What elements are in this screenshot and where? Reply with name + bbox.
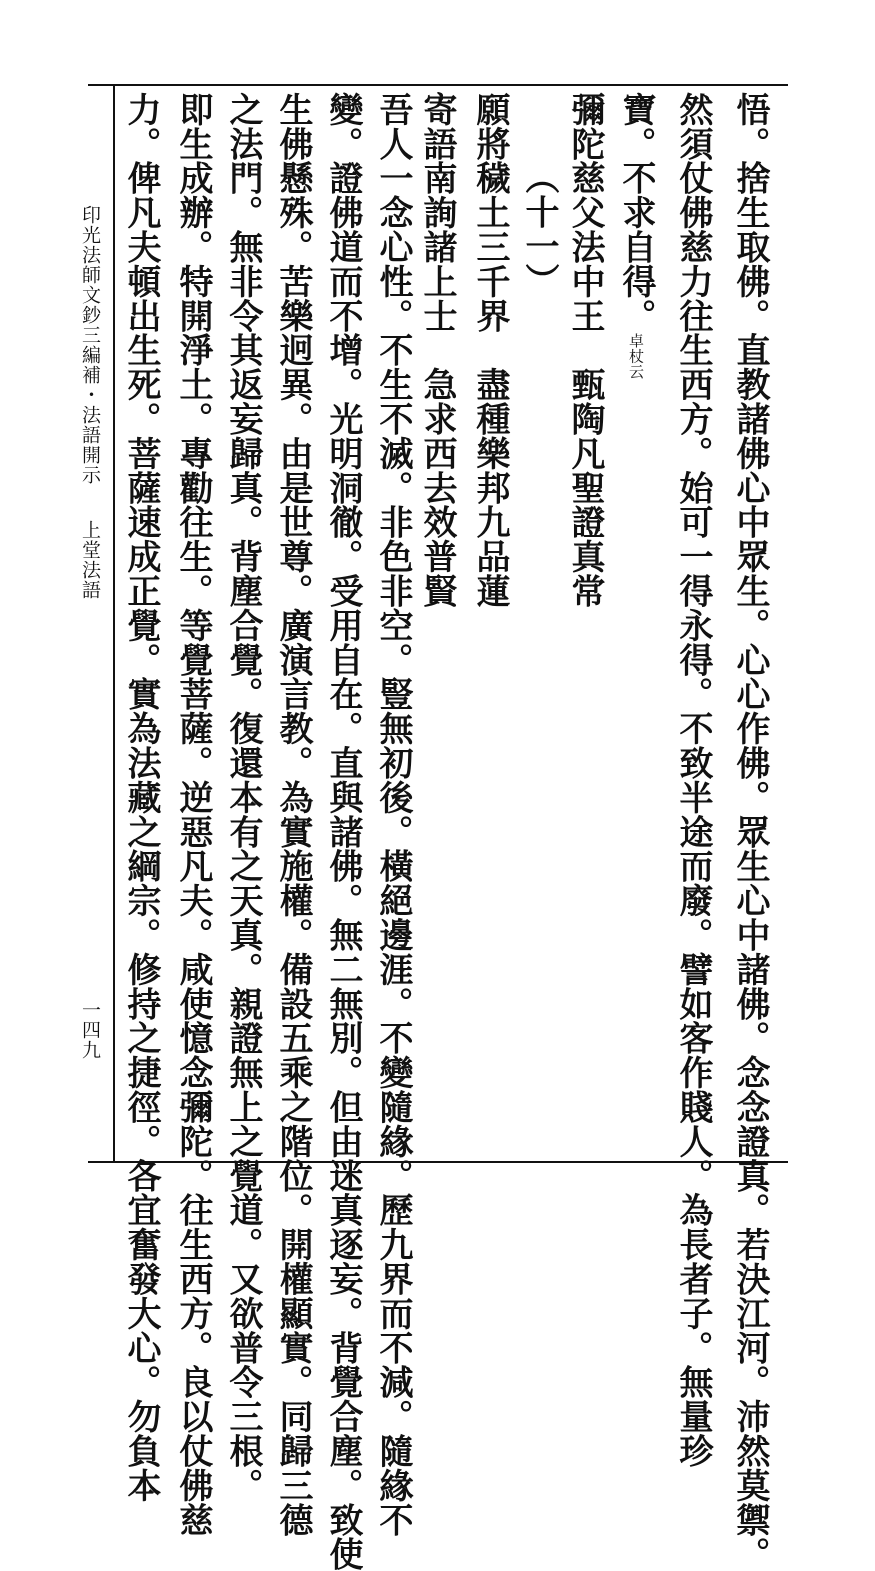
verse-line-3: 寄語南詢諸上士 急求西去效普賢	[417, 92, 457, 608]
text-column-1: 悟。捨生取佛。直教諸佛心中眾生。心心作佛。眾生心中諸佛。念念證真。若決江河。沛然莫禦。	[730, 92, 770, 1571]
text-column-8: 吾人一念心性。不生不滅。非色非空。豎無初後。橫絕邊涯。不變隨緣。歷九界而不減。隨緣不	[373, 92, 413, 1537]
section-title: 上堂法語	[79, 520, 101, 600]
text-column-9: 變。證佛道而不增。光明洞徹。受用自在。直與諸佛。無二無別。但由迷真逐妄。背覺合塵。致使	[323, 92, 363, 1571]
text-column-12: 即生成辦。特開淨土。專勸往生。等覺菩薩。逆惡凡夫。咸使憶念彌陀。往生西方。良以仗佛慈	[173, 92, 213, 1537]
top-border-line	[88, 84, 788, 86]
text-column-13: 力。俾凡夫頓出生死。菩薩速成正覺。實為法藏之綱宗。修持之捷徑。各宜奮發大心。勿負本	[121, 92, 161, 1503]
page-number: 一四九	[79, 1000, 101, 1060]
margin-divider-line	[113, 84, 115, 1163]
section-heading: （十一）	[519, 160, 559, 298]
text-column-3	[616, 92, 656, 380]
text-column-10: 生佛懸殊。苦樂迥異。由是世尊。廣演言教。為實施權。備設五乘之階位。開權顯實。同歸三德	[273, 92, 313, 1537]
text-column-11: 之法門。無非令其返妄歸真。背塵合覺。復還本有之天真。親證無上之覺道。又欲普令三根。	[223, 92, 263, 1503]
running-title: 印光法師文鈔三編補・法語開示	[79, 205, 101, 485]
verse-line-2: 願將穢土三千界 盡種樂邦九品蓮	[470, 92, 510, 608]
text-column-3-main: 寶。不求自得。	[616, 92, 656, 333]
text-column-2: 然須仗佛慈力往生西方。始可一得永得。不致半途而廢。譬如客作賤人。為長者子。無量珍	[673, 92, 713, 1468]
annotation-note: 卓杖云	[627, 332, 645, 380]
verse-line-1: 彌陀慈父法中王 甄陶凡聖證真常	[565, 92, 605, 608]
